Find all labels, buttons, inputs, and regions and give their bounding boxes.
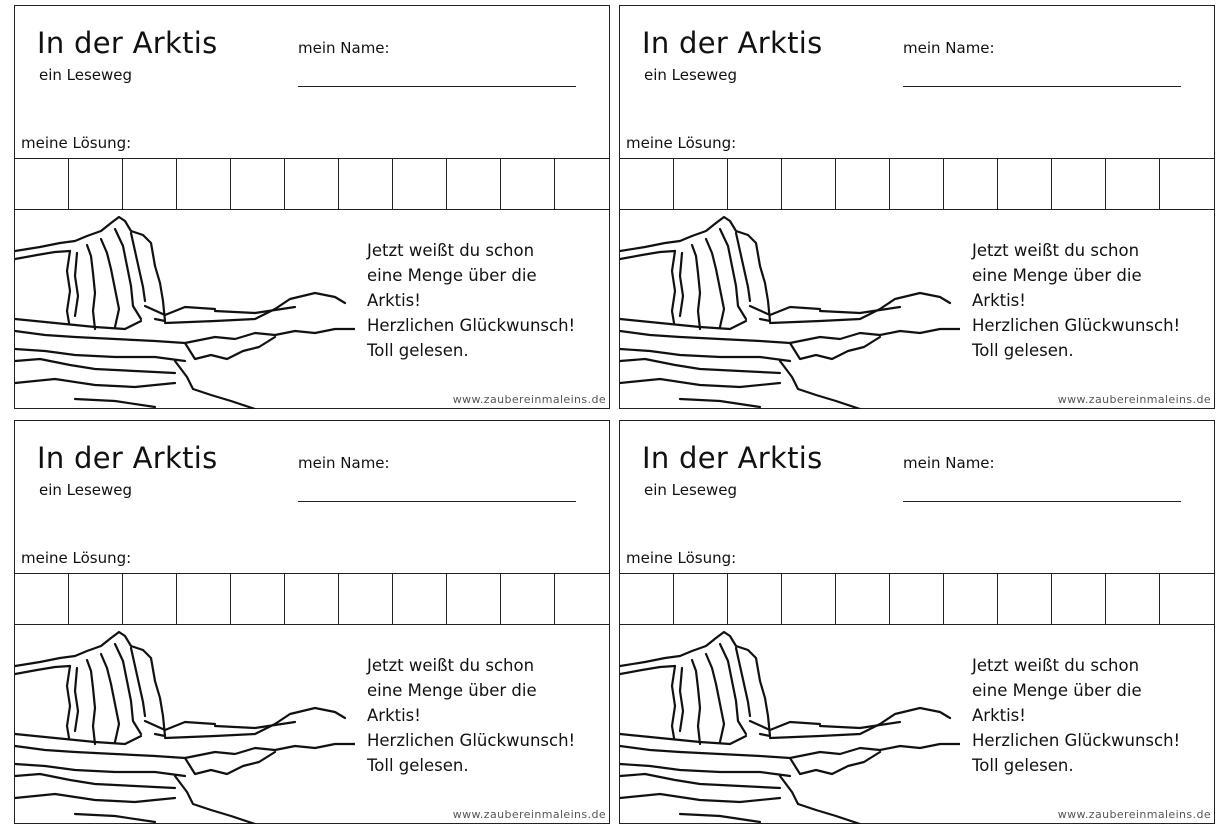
solution-box[interactable] [674, 574, 728, 624]
iceberg-landscape-drawing [620, 626, 960, 824]
iceberg-landscape-drawing [620, 211, 960, 409]
solution-box[interactable] [501, 574, 555, 624]
solution-label: meine Lösung: [626, 549, 737, 567]
website-footer[interactable]: www.zaubereinmaleins.de [452, 393, 606, 406]
solution-box[interactable] [944, 574, 998, 624]
solution-box[interactable] [620, 159, 674, 209]
website-footer[interactable]: www.zaubereinmaleins.de [452, 808, 606, 821]
solution-box[interactable] [836, 159, 890, 209]
message-line: Herzlichen Glückwunsch! [367, 731, 576, 750]
message-line: Arktis! [972, 291, 1026, 310]
solution-box[interactable] [69, 159, 123, 209]
solution-box[interactable] [555, 159, 609, 209]
congratulation-message [972, 653, 1180, 778]
congratulation-message [367, 653, 575, 778]
website-footer[interactable]: www.zaubereinmaleins.de [1057, 393, 1211, 406]
solution-boxes [15, 158, 609, 210]
card-subtitle: ein Leseweg [644, 66, 738, 84]
message-line: Toll gelesen. [972, 756, 1074, 775]
solution-box[interactable] [447, 574, 501, 624]
iceberg-landscape-drawing [15, 211, 355, 409]
message-line: eine Menge über die [972, 266, 1142, 285]
solution-box[interactable] [339, 159, 393, 209]
solution-box[interactable] [674, 159, 728, 209]
solution-box[interactable] [890, 574, 944, 624]
solution-box[interactable] [1106, 574, 1160, 624]
solution-box[interactable] [728, 159, 782, 209]
solution-boxes [15, 573, 609, 625]
solution-box[interactable] [231, 159, 285, 209]
name-label: mein Name: [903, 39, 995, 57]
solution-box[interactable] [782, 574, 836, 624]
message-line: Herzlichen Glückwunsch! [972, 316, 1181, 335]
solution-box[interactable] [998, 159, 1052, 209]
reading-card [619, 5, 1215, 409]
message-line: Toll gelesen. [367, 341, 469, 360]
name-write-line[interactable] [903, 86, 1181, 87]
solution-box[interactable] [836, 574, 890, 624]
name-label: mein Name: [903, 454, 995, 472]
solution-box[interactable] [728, 574, 782, 624]
card-title: In der Arktis [642, 26, 823, 60]
message-line: Herzlichen Glückwunsch! [367, 316, 576, 335]
solution-box[interactable] [15, 159, 69, 209]
solution-boxes [620, 158, 1214, 210]
message-line: Jetzt weißt du schon [972, 241, 1140, 260]
congratulation-message [367, 238, 575, 363]
message-line: Arktis! [367, 706, 421, 725]
solution-box[interactable] [285, 159, 339, 209]
iceberg-landscape-drawing [15, 626, 355, 824]
name-write-line[interactable] [903, 501, 1181, 502]
message-line: eine Menge über die [367, 681, 537, 700]
solution-box[interactable] [1052, 574, 1106, 624]
message-line: Arktis! [367, 291, 421, 310]
solution-box[interactable] [177, 574, 231, 624]
solution-box[interactable] [1160, 574, 1214, 624]
solution-box[interactable] [501, 159, 555, 209]
reading-card [14, 5, 610, 409]
solution-box[interactable] [1160, 159, 1214, 209]
message-line: Arktis! [972, 706, 1026, 725]
message-line: Toll gelesen. [367, 756, 469, 775]
solution-box[interactable] [339, 574, 393, 624]
reading-card [14, 420, 610, 824]
solution-box[interactable] [555, 574, 609, 624]
card-subtitle: ein Leseweg [39, 481, 133, 499]
card-title: In der Arktis [642, 441, 823, 475]
message-line: Toll gelesen. [972, 341, 1074, 360]
reading-card [619, 420, 1215, 824]
solution-box[interactable] [123, 574, 177, 624]
solution-box[interactable] [69, 574, 123, 624]
message-line: eine Menge über die [972, 681, 1142, 700]
website-footer[interactable]: www.zaubereinmaleins.de [1057, 808, 1211, 821]
solution-box[interactable] [782, 159, 836, 209]
solution-label: meine Lösung: [21, 134, 132, 152]
message-line: Jetzt weißt du schon [367, 656, 535, 675]
solution-box[interactable] [998, 574, 1052, 624]
solution-box[interactable] [944, 159, 998, 209]
solution-box[interactable] [15, 574, 69, 624]
solution-box[interactable] [177, 159, 231, 209]
solution-box[interactable] [447, 159, 501, 209]
card-subtitle: ein Leseweg [644, 481, 738, 499]
solution-box[interactable] [890, 159, 944, 209]
card-subtitle: ein Leseweg [39, 66, 133, 84]
card-title: In der Arktis [37, 441, 218, 475]
solution-box[interactable] [123, 159, 177, 209]
name-write-line[interactable] [298, 501, 576, 502]
message-line: eine Menge über die [367, 266, 537, 285]
solution-box[interactable] [1052, 159, 1106, 209]
name-label: mein Name: [298, 39, 390, 57]
solution-box[interactable] [620, 574, 674, 624]
message-line: Herzlichen Glückwunsch! [972, 731, 1181, 750]
message-line: Jetzt weißt du schon [972, 656, 1140, 675]
solution-box[interactable] [393, 159, 447, 209]
name-write-line[interactable] [298, 86, 576, 87]
solution-box[interactable] [1106, 159, 1160, 209]
congratulation-message [972, 238, 1180, 363]
solution-label: meine Lösung: [21, 549, 132, 567]
solution-box[interactable] [231, 574, 285, 624]
solution-label: meine Lösung: [626, 134, 737, 152]
card-title: In der Arktis [37, 26, 218, 60]
solution-boxes [620, 573, 1214, 625]
message-line: Jetzt weißt du schon [367, 241, 535, 260]
solution-box[interactable] [285, 574, 339, 624]
name-label: mein Name: [298, 454, 390, 472]
solution-box[interactable] [393, 574, 447, 624]
